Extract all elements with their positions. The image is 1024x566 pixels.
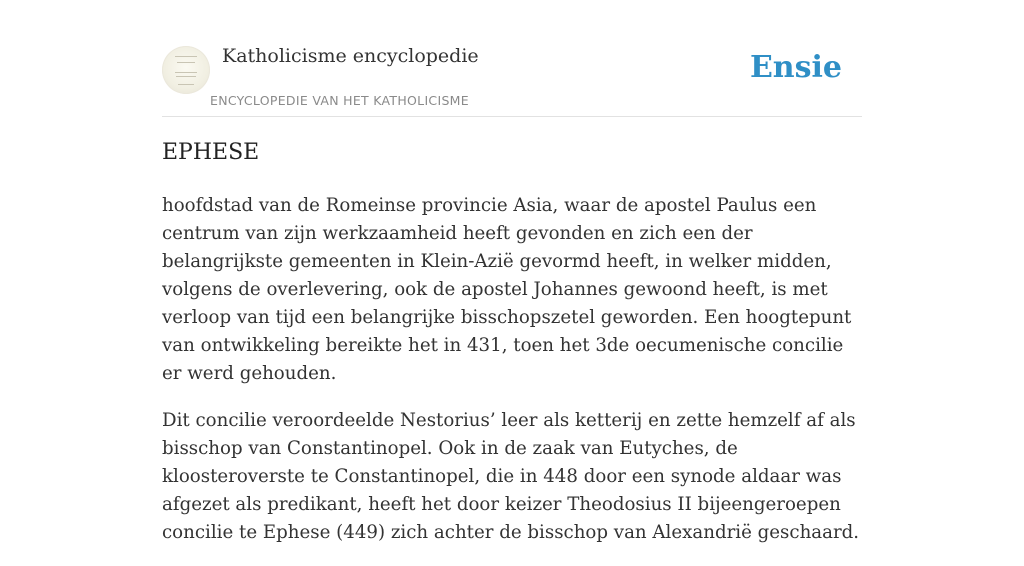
page-title: EPHESE bbox=[162, 140, 260, 165]
article-paragraph: hoofdstad van de Romeinse provincie Asia, waar de apostel Paulus een centrum van zijn werkzaamheid heeft gevonden en zich een der belangrijkste gemeenten in Klein-Azië gevormd heeft, in welker midden, volgens de overlevering, ook de apostel Johannes gewoond heeft, is met verloop van tijd een belangrijke bisschopszetel geworden. Een hoogtepunt van ontwikkeling bereikte het in 431, toen het 3de oecumenische concilie er werd gehouden. bbox=[162, 195, 852, 384]
article-paragraph: Dit concilie veroordeelde Nestorius’ leer als ketterij en zette hemzelf af als bisschop van Constantinopel. Ook in de zaak van Eutyches, de kloosteroverste te Constantinopel, die in 448 door een synode aldaar was afgezet als predikant, heeft het door keizer Theodosius II bijeengeroepen concilie te Ephese (449) zich achter de bisschop van Alexandrië geschaard. bbox=[162, 410, 860, 543]
logo-decoration bbox=[175, 56, 197, 57]
site-header bbox=[162, 0, 862, 117]
site-subtitle: ENCYCLOPEDIE VAN HET KATHOLICISME bbox=[210, 93, 469, 108]
site-title[interactable]: Katholicisme encyclopedie bbox=[222, 45, 479, 67]
article-body bbox=[162, 192, 862, 566]
logo-decoration bbox=[176, 76, 196, 77]
logo-decoration bbox=[175, 72, 197, 73]
book-cover-logo-icon[interactable] bbox=[162, 46, 210, 94]
logo-decoration bbox=[178, 84, 194, 85]
logo-decoration bbox=[177, 62, 195, 63]
brand-logo-link[interactable]: Ensie bbox=[749, 50, 842, 85]
